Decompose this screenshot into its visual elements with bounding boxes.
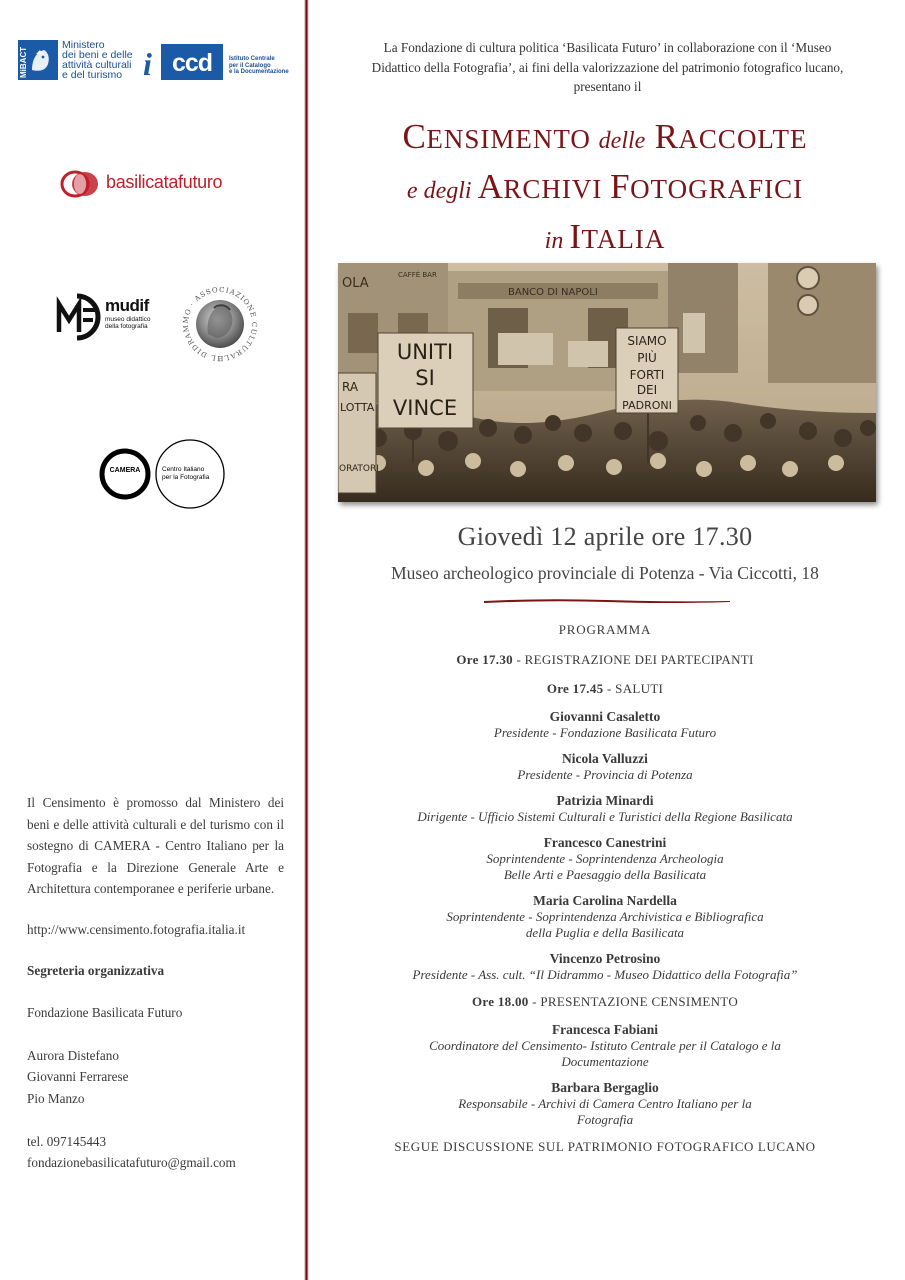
title-segment: e degli [406, 178, 478, 204]
title-segment: ACCOLTE [678, 124, 808, 154]
mudif-mark-icon [55, 292, 105, 342]
title-segment: TALIA [581, 224, 666, 254]
segreteria-label: Segreteria organizzativa [27, 962, 165, 978]
foundation-name: Fondazione Basilicata Futuro [27, 1005, 183, 1021]
speaker-role: Belle Arti e Paesaggio della Basilicata [503, 867, 707, 882]
title-segment: R [645, 117, 679, 156]
speaker-name: Giovanni Casaletto [549, 709, 661, 724]
mibact-line: Ministero [62, 39, 105, 51]
program-slot [320, 650, 890, 670]
program [320, 617, 890, 1157]
program-slot [320, 992, 890, 1012]
centro-line: Centro Italiano [162, 466, 205, 473]
mudif-subtitle-line: della fotografia [105, 323, 148, 330]
photo-sign: OLA [342, 276, 369, 291]
telephone: tel. 097145443 [27, 1133, 107, 1149]
slot-time: Ore 18.00 [471, 994, 529, 1009]
speaker-role: Soprintendente - Soprintendenza Archivistica e Bibliografica [446, 909, 764, 924]
slot-time: Ore 17.30 [456, 652, 513, 667]
speaker [320, 1021, 890, 1070]
organizer-info [27, 792, 284, 1174]
photo-sign: CAFFÈ BAR [398, 271, 437, 279]
title-segment: I [569, 217, 582, 256]
speaker-name: Maria Carolina Nardella [533, 893, 677, 908]
iccd-box: ccd [161, 44, 223, 80]
basilicata-futuro-text: basilicatafuturo [106, 172, 223, 192]
mudif-logo [55, 292, 151, 348]
speaker [320, 834, 890, 883]
title-line [320, 112, 890, 162]
photo-sign: DEI [636, 383, 658, 397]
staff-names [27, 1045, 284, 1110]
brush-stroke-divider [484, 596, 730, 606]
photo-sign: SI [415, 366, 435, 390]
title-segment: ENSIMENTO [426, 124, 599, 154]
speaker-name: Francesco Canestrini [543, 835, 667, 850]
speaker-name: Patrizia Minardi [556, 793, 654, 808]
speaker-name: Vincenzo Petrosino [549, 951, 661, 966]
speaker-role: Presidente - Fondazione Basilicata Futuro [493, 725, 717, 740]
title-segment: C [402, 117, 427, 156]
mibact-line: dei beni e delle [62, 49, 133, 61]
staff-name: Aurora Distefano [27, 1047, 119, 1063]
protest-photo [338, 263, 876, 502]
mibact-name [62, 40, 147, 80]
title-segment: OTOGRAFICI [630, 174, 804, 204]
speaker-role: Responsabile - Archivi di Camera Centro Italiano per la [458, 1096, 752, 1111]
title-segment: F [610, 167, 631, 206]
speaker [320, 750, 890, 783]
left-column [0, 0, 300, 1280]
basilicata-futuro-logo [60, 168, 260, 200]
speaker-role: della Puglia e della Basilicata [525, 925, 685, 940]
mibact-badge-text: MiBACT [19, 46, 28, 78]
protest-photo-image [338, 263, 876, 502]
program-heading: PROGRAMMA [558, 622, 652, 637]
speaker-role: Presidente - Provincia di Potenza [517, 767, 693, 782]
photo-sign: LOTTA [340, 401, 375, 414]
photo-sign: VINCE [392, 396, 458, 420]
speaker-name: Barbara Bergaglio [551, 1080, 659, 1095]
mudif-subtitle [105, 316, 151, 330]
iccd-logo [143, 42, 303, 84]
centro-text [162, 466, 222, 481]
title-line [320, 162, 890, 212]
mudif-subtitle-line: museo didattico [105, 316, 151, 323]
speaker-list [320, 1021, 890, 1128]
iccd-line: e la Documentazione [229, 69, 289, 75]
slot-label: - REGISTRAZIONE DEI PARTECIPANTI [512, 652, 754, 667]
speaker-role: Dirigente - Ufficio Sistemi Culturali e Turistici della Regione Basilicata [417, 809, 793, 824]
slot-label: - PRESENTAZIONE CENSIMENTO [528, 994, 739, 1009]
event-venue: Museo archeologico provinciale di Potenza - Via Ciccotti, 18 [391, 563, 819, 583]
speaker [320, 1079, 890, 1128]
staff-name: Pio Manzo [27, 1090, 85, 1106]
speaker-role: Coordinatore del Censimento- Istituto Centrale per il Catalogo e la [429, 1038, 781, 1053]
speaker-name: Nicola Valluzzi [562, 751, 648, 766]
mibact-line: attività culturali [62, 59, 132, 71]
photo-sign: UNITI [396, 340, 454, 364]
photo-sign: SIAMO [627, 334, 667, 348]
speaker [320, 792, 890, 825]
coin-ring-text: IL DIDRAMMO · ASSOCIAZIONE CULTURALE [181, 286, 259, 362]
speaker [320, 892, 890, 941]
mibact-line: e del turismo [62, 69, 123, 81]
didrammo-coin-logo [178, 286, 262, 362]
speaker [320, 708, 890, 741]
mudif-title: mudif [105, 296, 149, 315]
title-segment: RCHIVI [503, 174, 611, 204]
iccd-line: per il Catalogo [229, 62, 271, 69]
staff-name: Giovanni Ferrarese [27, 1069, 129, 1085]
photo-sign: ORATORI [339, 464, 379, 474]
email[interactable]: fondazionebasilicatafuturo@gmail.com [27, 1155, 236, 1171]
camera-ring-icon [97, 446, 153, 502]
census-url[interactable]: http://www.censimento.fotografia.italia.it [27, 921, 246, 937]
program-footer: SEGUE DISCUSSIONE SUL PATRIMONIO FOTOGRAFICO LUCANO [394, 1139, 816, 1154]
camera-text: CAMERA [109, 467, 141, 474]
right-column [320, 0, 905, 1280]
vertical-divider [304, 0, 309, 1280]
photo-sign: FORTI [629, 368, 665, 382]
title-segment: delle [598, 128, 646, 154]
title-segment: A [477, 167, 504, 206]
intro-text: La Fondazione di cultura politica ‘Basilicata Futuro’ in collaborazione con il ‘Museo Didattico della Fotografia’, ai fini della valorizzazione del patrimonio fotografico lucano, presentano il [371, 40, 844, 94]
photo-sign: BANCO DI NAPOLI [508, 287, 598, 298]
event-title [320, 112, 890, 262]
photo-sign: PADRONI [622, 399, 672, 412]
program-slot [320, 679, 890, 699]
basilicata-futuro-mark-icon [60, 170, 106, 198]
speaker [320, 950, 890, 983]
mibact-logo [18, 40, 138, 86]
camera-logo [97, 446, 153, 502]
event-date: Giovedì 12 aprile ore 17.30 [457, 522, 753, 551]
title-line [320, 212, 890, 262]
mibact-emblem-icon [18, 40, 58, 80]
centro-fotografia-logo [154, 438, 226, 510]
speaker-role: Documentazione [561, 1054, 649, 1069]
title-segment: in [544, 228, 570, 254]
iccd-mark [143, 42, 227, 82]
photo-sign: PIÙ [637, 351, 657, 365]
speaker-list [320, 708, 890, 983]
coin-icon [178, 286, 262, 362]
iccd-name [229, 56, 309, 76]
speaker-name: Francesca Fabiani [551, 1022, 659, 1037]
photo-sign: RA [342, 380, 359, 394]
centro-line: per la Fotografia [162, 473, 210, 481]
promotion-paragraph: Il Censimento è promosso dal Ministero dei beni e delle attività culturali e del turismo con il sostegno di CAMERA - Centro Italiano per la Fotografia e la Direzione Generale Arte e Architettura contemporanee e periferie urbane. [27, 795, 284, 897]
slot-label: - SALUTI [603, 681, 664, 696]
iccd-line: Istituto Centrale [229, 56, 275, 62]
speaker-role: Fotografia [576, 1112, 634, 1127]
speaker-role: Soprintendente - Soprintendenza Archeologia [486, 851, 724, 866]
iccd-i: i [143, 46, 152, 82]
speaker-role: Presidente - Ass. cult. “Il Didrammo - Museo Didattico della Fotografia” [412, 967, 798, 982]
slot-time: Ore 17.45 [546, 681, 604, 696]
